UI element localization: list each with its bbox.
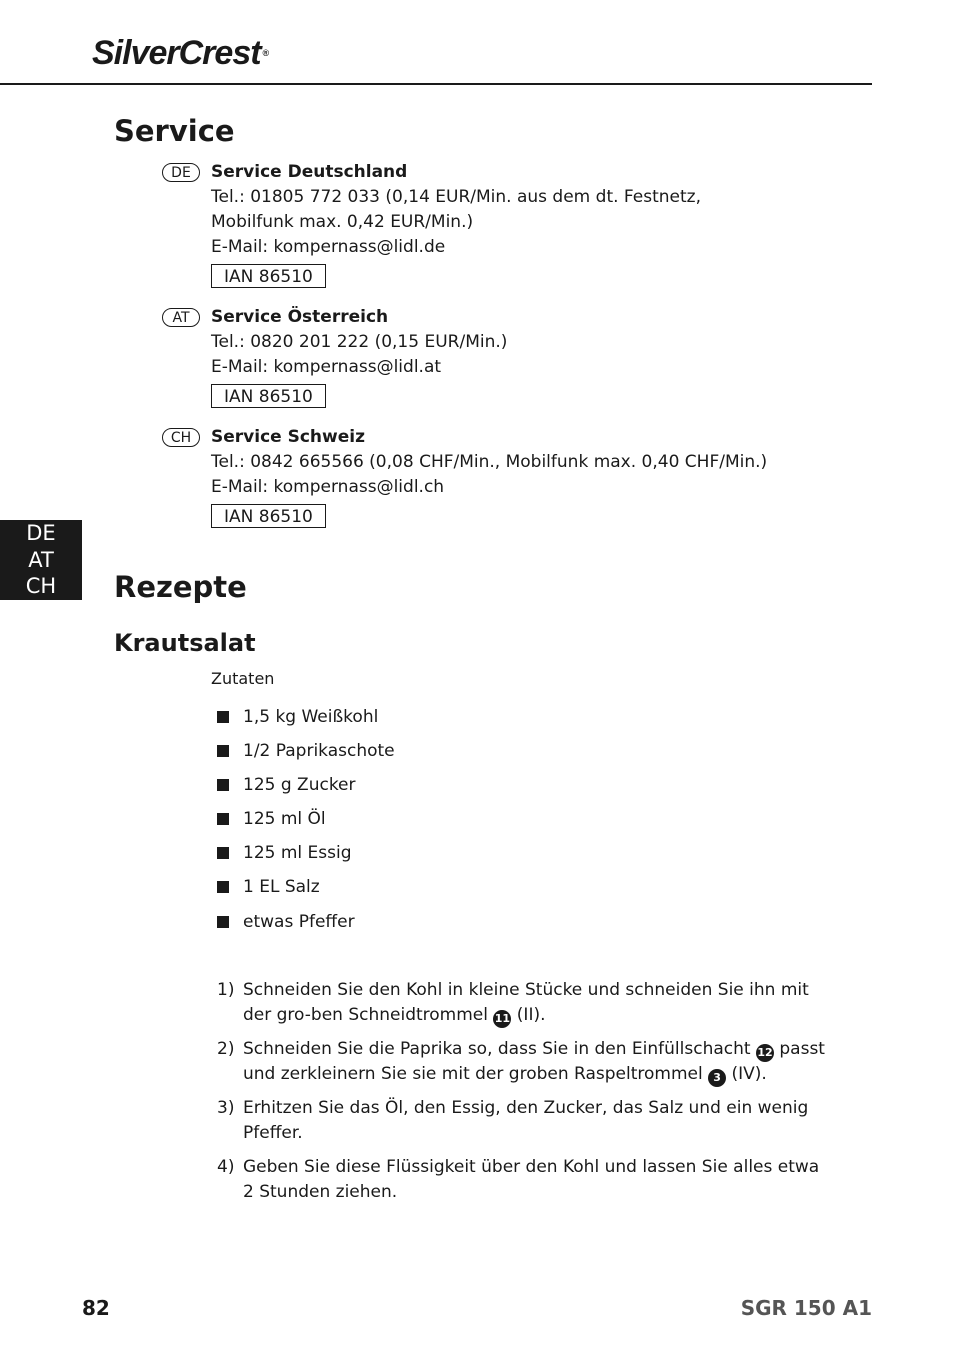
recipes-heading: Rezepte [114,570,247,604]
service-line: Mobilfunk max. 0,42 EUR/Min.) [211,212,474,232]
list-item: 1,5 kg Weißkohl [217,705,395,739]
service-entry-at [211,305,507,410]
service-entry-ch [211,425,767,530]
service-heading: Service [114,114,235,148]
square-bullet-icon [217,745,229,757]
service-title: Service Deutschland [211,162,408,182]
list-item: 125 ml Öl [217,807,395,841]
country-badge-de: DE [162,163,200,182]
part-number-icon: 12 [756,1044,774,1062]
list-item: 1 EL Salz [217,875,395,909]
instruction-steps [217,978,827,1214]
list-item: 125 ml Essig [217,841,395,875]
service-email: E-Mail: kompernass@lidl.ch [211,477,445,497]
step-item: 4) Geben Sie diese Flüssigkeit über den Kohl und lassen Sie alles etwa 2 Stunden ziehen. [217,1157,820,1202]
square-bullet-icon [217,813,229,825]
service-email: E-Mail: kompernass@lidl.de [211,237,446,257]
part-number-icon: 11 [493,1010,511,1028]
square-bullet-icon [217,847,229,859]
service-line: Tel.: 0820 201 222 (0,15 EUR/Min.) [211,332,508,352]
square-bullet-icon [217,881,229,893]
service-title: Service Schweiz [211,427,365,447]
country-badge-ch: CH [162,428,200,447]
part-number-icon: 3 [708,1069,726,1087]
list-item: etwas Pfeffer [217,910,395,944]
list-item: 125 g Zucker [217,773,395,807]
ian-box: IAN 86510 [211,264,326,288]
step-item: 1) Schneiden Sie den Kohl in kleine Stücke und schneiden Sie ihn mit der gro-ben Schneidtrommel 11 (II). [217,978,827,1028]
list-item: 1/2 Paprikaschote [217,739,395,773]
service-entry-de [211,160,701,290]
step-item: 2) Schneiden Sie die Paprika so, dass Sie in den Einfüllschacht 12 passt und zerkleinern Sie sie mit der groben Raspeltrommel 3 (IV). [217,1037,827,1087]
header-divider [0,83,872,85]
page-number: 82 [82,1296,110,1320]
recipe-title: Krautsalat [114,629,256,657]
service-title: Service Österreich [211,307,389,327]
square-bullet-icon [217,779,229,791]
square-bullet-icon [217,711,229,723]
step-item: 3) Erhitzen Sie das Öl, den Essig, den Zucker, das Salz und ein wenig Pfeffer. [217,1098,809,1143]
language-side-tab: DE AT CH [0,520,82,600]
brand-logo: SilverCrest ® [92,34,269,72]
service-line: Tel.: 0842 665566 (0,08 CHF/Min., Mobilfunk max. 0,40 CHF/Min.) [211,452,768,472]
service-line: Tel.: 01805 772 033 (0,14 EUR/Min. aus dem dt. Festnetz, [211,187,701,207]
country-badge-at: AT [162,308,200,327]
ian-box: IAN 86510 [211,504,326,528]
model-number: SGR 150 A1 [740,1296,872,1320]
ian-box: IAN 86510 [211,384,326,408]
square-bullet-icon [217,916,229,928]
ingredients-list [217,705,395,944]
service-email: E-Mail: kompernass@lidl.at [211,357,442,377]
ingredients-label: Zutaten [211,669,275,688]
